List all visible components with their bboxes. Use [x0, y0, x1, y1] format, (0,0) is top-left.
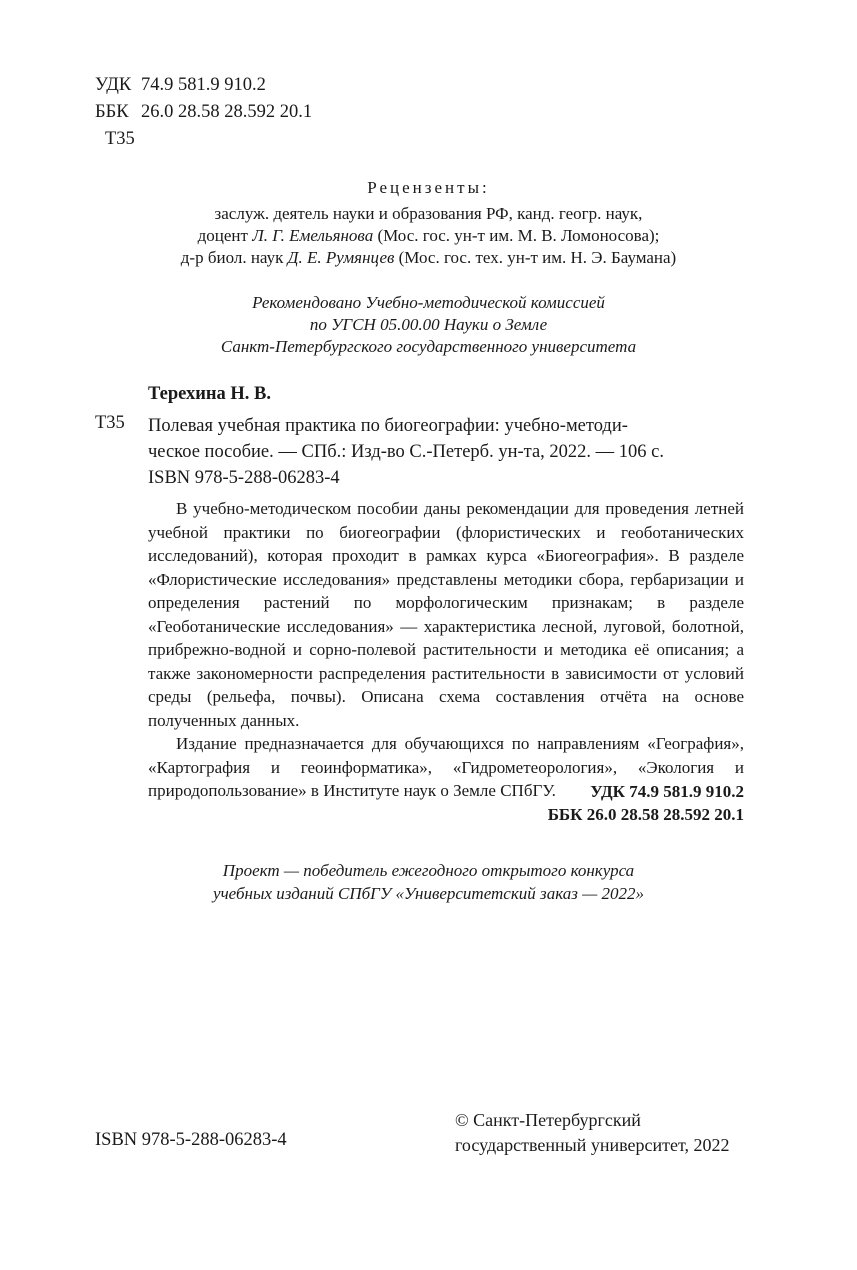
- book-author-mark: Т35: [95, 413, 125, 433]
- recommendation-line-2: по УГСН 05.00.00 Науки о Земле: [309, 315, 548, 334]
- project-line-2: учебных изданий СПбГУ «Университетский заказ — 2022»: [213, 884, 644, 903]
- book-isbn: ISBN 978-5-288-06283-4: [148, 468, 340, 488]
- reviewer-1-post: (Мос. гос. ун-т им. М. В. Ломоносова);: [373, 226, 660, 245]
- udk-code-bold: УДК 74.9 581.9 910.2: [590, 782, 744, 801]
- reviewers-block: [0, 177, 857, 269]
- annotation-paragraph-2: Издание предназначается для обучающихся по направлениям «География», «Картография и геоинформатика», «Гидрометеорология», «Экология и природопользование» в Институте наук о Земле СПбГУ.: [148, 734, 744, 800]
- recommendation-line-1: Рекомендовано Учебно-методической комиссией: [252, 293, 605, 312]
- book-title-line-2: ческое пособие. — СПб.: Изд-во С.-Петерб. ун-та, 2022. — 106 с.: [148, 442, 664, 462]
- book-author: Терехина Н. В.: [148, 384, 272, 404]
- udk-line: [95, 72, 312, 99]
- reviewer-1-line-2: [0, 225, 857, 247]
- recommendation-line-3: Санкт-Петербургского государственного университета: [220, 337, 637, 356]
- classification-codes-bold: [548, 780, 744, 826]
- book-title-block: [148, 413, 744, 491]
- copyright-line-1: © Санкт-Петербургский: [455, 1110, 641, 1130]
- bbk-code-bold: ББК 26.0 28.58 28.592 20.1: [547, 805, 744, 824]
- reviewer-2-line: [0, 247, 857, 269]
- classification-block: [95, 72, 312, 153]
- author-mark: Т35: [105, 129, 135, 149]
- udk-value: 74.9 581.9 910.2: [141, 75, 266, 95]
- project-line-1: Проект — победитель ежегодного открытого конкурса: [222, 861, 635, 880]
- recommendation-block: [0, 292, 857, 358]
- footer-isbn: ISBN 978-5-288-06283-4: [95, 1130, 287, 1150]
- book-title-line-1: Полевая учебная практика по биогеографии: учебно-методи-: [148, 416, 628, 436]
- author-mark-line: [95, 126, 312, 153]
- annotation-block: [148, 497, 744, 803]
- reviewer-1-pre: доцент: [197, 226, 253, 245]
- reviewers-heading: Рецензенты:: [367, 178, 490, 197]
- annotation-paragraph-1: В учебно-методическом пособии даны рекомендации для проведения летней учебной практики по биогеографии (флористических и геоботанических исследований), которая проходит в рамках курса «Биогеография». В разделе «Флористические исследования» представлены методики сбора, гербаризации и определения растений по морфологическим признакам; в разделе «Геоботанические исследования» — характеристика лесной, луговой, болотной, прибрежно-водной и сорно-полевой растительности и методика её описания; а также закономерности распределения растительности в зависимости от условий среды (рельефа, почвы). Описана схема составления отчёта на основе полученных данных.: [148, 499, 744, 730]
- reviewer-2-pre: д-р биол. наук: [180, 248, 288, 267]
- udk-label: УДК: [95, 75, 132, 95]
- copyright-notice: [455, 1108, 730, 1158]
- reviewer-2-name: Д. Е. Румянцев: [287, 248, 395, 267]
- project-note: [0, 859, 857, 905]
- bbk-value: 26.0 28.58 28.592 20.1: [141, 102, 313, 122]
- bbk-line: [95, 99, 312, 126]
- copyright-line-2: государственный университет, 2022: [455, 1135, 730, 1155]
- bbk-label: ББК: [95, 102, 129, 122]
- reviewer-2-post: (Мос. гос. тех. ун-т им. Н. Э. Баумана): [394, 248, 677, 267]
- reviewer-1-line-1: заслуж. деятель науки и образования РФ, канд. геогр. наук,: [214, 204, 643, 223]
- reviewer-1-name: Л. Г. Емельянова: [252, 226, 374, 245]
